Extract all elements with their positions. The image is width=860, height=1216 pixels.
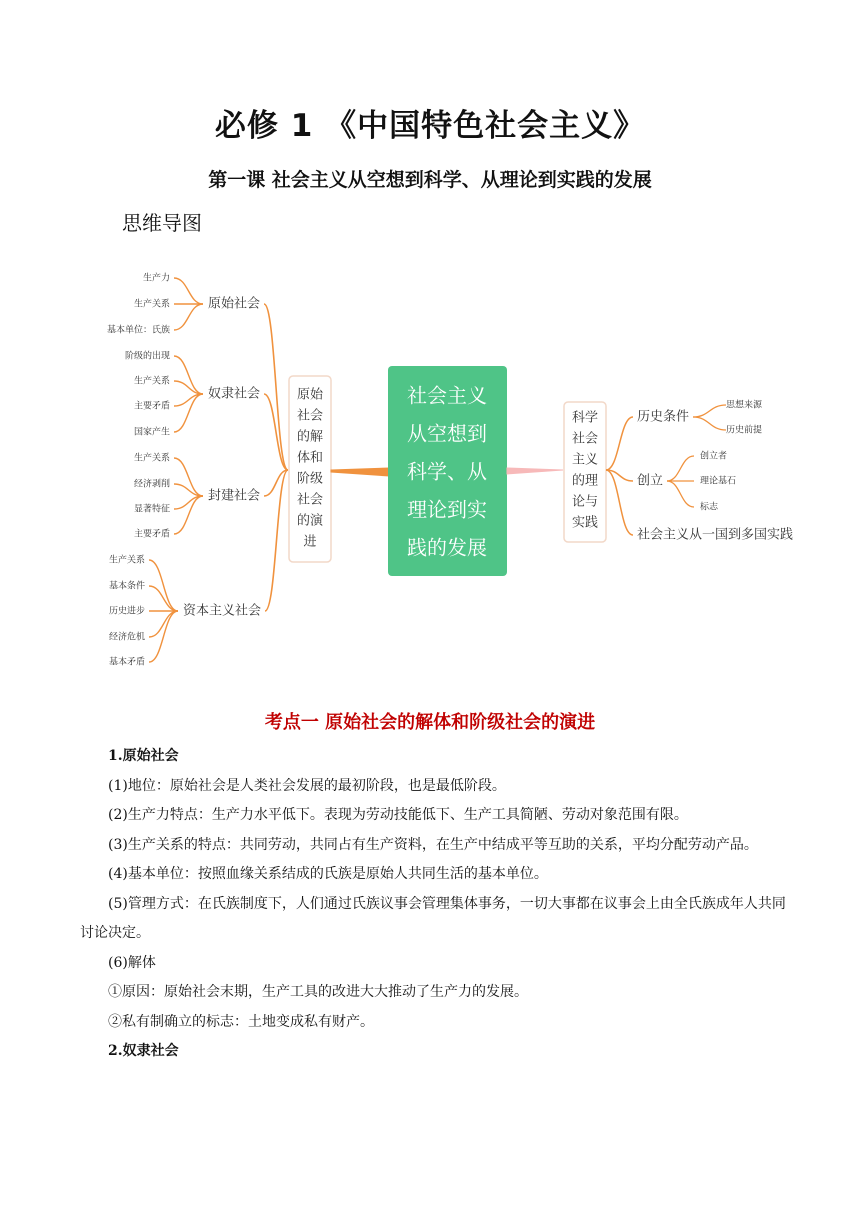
hub-text: 社会 [296,492,324,508]
leaf-label: 阶级的出现 [124,351,170,362]
hub-text: 原始 [296,387,324,403]
leaf-label: 历史前提 [726,425,763,436]
center-right-link [507,468,563,474]
branch-connector [667,481,694,507]
hub-text: 的演 [296,513,324,529]
branch-connector [149,611,178,637]
branch-label: 资本主义社会 [183,603,262,619]
branch-connector [264,304,288,470]
branch-label: 奴隶社会 [208,386,261,402]
leaf-label: 创立者 [700,451,728,462]
leaf-label: 主要矛盾 [133,401,170,412]
leaf-label: 显著特征 [133,504,170,515]
center-text: 从空想到 [407,421,487,446]
hub-text: 社会 [296,408,324,424]
paragraph: (6)解体 [108,954,156,971]
leaf-label: 思想来源 [726,400,763,411]
branch-connector [149,586,178,611]
leaf-label: 生产力 [142,273,170,284]
leaf-label: 基本条件 [108,581,145,592]
branch-connector [264,394,288,470]
leaf-label: 基本单位：氏族 [106,325,170,336]
hub-text: 实践 [571,515,599,531]
center-text: 理论到实 [407,497,487,522]
branch-label: 原始社会 [208,296,261,312]
paragraph: (5)管理方式：在氏族制度下，人们通过氏族议事会管理集体事务，一切大事都在议事会上由全氏族成年人共同讨论决定。 [80,895,786,941]
branch-connector [667,456,694,481]
hub-text: 的理 [571,473,599,489]
branch-label: 封建社会 [208,488,261,504]
leaf-label: 生产关系 [133,376,170,387]
paragraph: (2)生产力特点：生产力水平低下。表现为劳动技能低下、生产工具简陋、劳动对象范围有限。 [108,807,688,823]
paragraph: ②私有制确立的标志：土地变成私有财产。 [108,1013,374,1030]
leaf-label: 经济危机 [108,632,145,643]
hub-center-link [331,468,389,476]
branch-connector [149,560,178,611]
hub-text: 论与 [571,494,599,510]
branch-connector [693,405,726,417]
center-text: 社会主义 [407,383,487,408]
leaf-label: 理论基石 [700,476,737,487]
branch-connector [174,278,203,304]
branch-connector [606,417,633,470]
branch-label: 历史条件 [637,409,690,425]
leaf-label: 国家产生 [133,427,170,438]
branch-label: 创立 [637,473,664,489]
section-body [80,742,786,1067]
mind-map [0,240,860,680]
leaf-label: 基本矛盾 [108,657,145,668]
branch-label: 社会主义从一国到多国实践 [637,527,794,543]
paragraph: (3)生产关系的特点：共同劳动，共同占有生产资料，在生产中结成平等互助的关系，平均分配劳动产品。 [108,836,758,853]
branch-connector [265,470,288,611]
section-heading: 1.原始社会 [108,748,179,764]
branch-connector [174,304,203,330]
paragraph: ①原因：原始社会末期，生产工具的改进大大推动了生产力的发展。 [108,984,528,1000]
hub-text: 的解 [296,429,324,445]
center-text: 践的发展 [407,535,487,560]
section-heading: 2.奴隶社会 [108,1043,179,1059]
leaf-label: 标志 [700,502,719,513]
lesson-subtitle: 第一课 社会主义从空想到科学、从理论到实践的发展 [208,169,652,191]
hub-text: 阶级 [296,471,324,487]
leaf-label: 主要矛盾 [133,529,170,540]
hub-text: 主义 [571,452,599,468]
center-text: 科学、从 [407,459,487,484]
mindmap-heading: 思维导图 [122,211,202,235]
section-title: 考点一 原始社会的解体和阶级社会的演进 [264,712,596,733]
paragraph: (4)基本单位：按照血缘关系结成的氏族是原始人共同生活的基本单位。 [108,866,548,882]
leaf-label: 生产关系 [133,453,170,464]
hub-text: 进 [303,534,317,550]
paragraph: (1)地位：原始社会是人类社会发展的最初阶段，也是最低阶段。 [108,777,506,794]
leaf-label: 经济剥削 [133,479,170,490]
leaf-label: 历史进步 [108,606,145,617]
hub-text: 体和 [296,450,324,466]
document-title: 必修 1 《中国特色社会主义》 [214,108,646,144]
leaf-label: 生产关系 [108,555,145,566]
branch-connector [693,417,726,430]
hub-text: 社会 [571,431,599,447]
hub-text: 科学 [571,410,599,426]
leaf-label: 生产关系 [133,299,170,310]
